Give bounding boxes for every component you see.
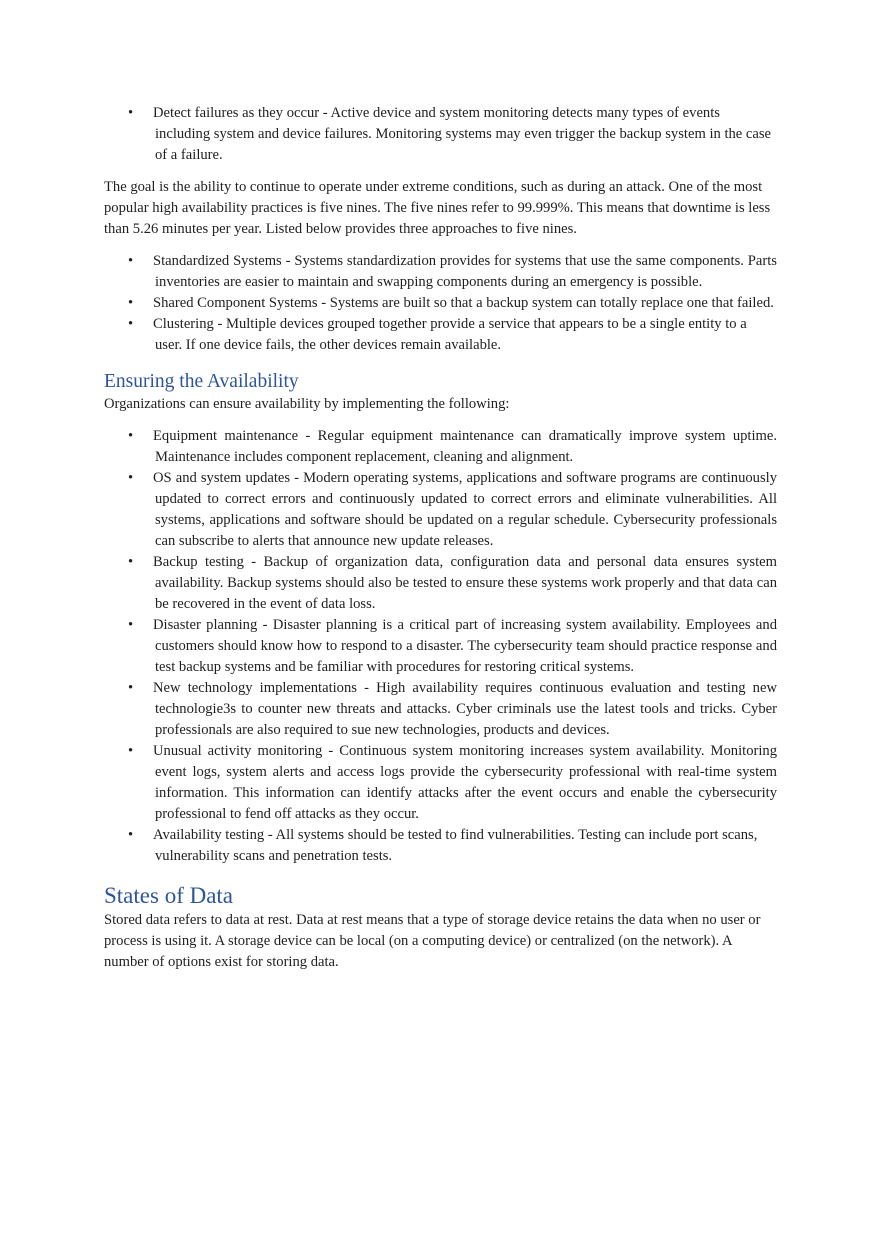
- list-item: • Standardized Systems - Systems standardization provides for systems that use the same components. Parts inventories are easier to maintain and swapping components during an emergency is possible.: [128, 253, 777, 290]
- goal-paragraph: The goal is the ability to continue to operate under extreme conditions, such as during an attack. One of the most popular high availability practices is five nines. The five nines refer to 99.999%. This means that downtime is less than 5.26 minutes per year. Listed below provides three approaches to five nines.: [104, 179, 771, 237]
- bullet-icon: •: [128, 743, 134, 759]
- bullet-icon: •: [128, 617, 134, 633]
- bullet-icon: •: [128, 428, 134, 444]
- availability-intro: Organizations can ensure availability by implementing the following:: [104, 396, 510, 412]
- approach-bullet-list: [104, 251, 777, 356]
- list-item: • Equipment maintenance - Regular equipment maintenance can dramatically improve system uptime. Maintenance includes component replacement, cleaning and alignment.: [128, 428, 777, 465]
- bullet-icon: •: [128, 295, 134, 311]
- list-item: • Availability testing - All systems should be tested to find vulnerabilities. Testing can include port scans, vulnerability scans and penetration tests.: [128, 827, 758, 864]
- bullet-icon: •: [128, 470, 134, 486]
- list-item: • OS and system updates - Modern operating systems, applications and software programs are continuously updated to correct errors and continuously updated to correct errors and eliminate vulnerabilities. All systems, applications and software should be updated on a regular schedule. Cybersecurity professionals can subscribe to alerts that announce new update releases.: [128, 470, 777, 549]
- availability-bullet-list: [104, 426, 777, 867]
- list-item: • Detect failures as they occur - Active device and system monitoring detects many types of events including system and device failures. Monitoring systems may even trigger the backup system in the case of a failure.: [128, 105, 772, 163]
- list-item: • Backup testing - Backup of organization data, configuration data and personal data ensures system availability. Backup systems should also be tested to ensure these systems work properly and that data can be recovered in the event of data loss.: [128, 554, 777, 612]
- bullet-icon: •: [128, 316, 134, 332]
- section-heading-availability: Ensuring the Availability: [104, 371, 299, 392]
- document-page: [104, 103, 777, 973]
- list-item: • Unusual activity monitoring - Continuous system monitoring increases system availability. Monitoring event logs, system alerts and access logs provide the cybersecurity professional with real-time system information. This information can identify attacks after the event occurs and enable the cybersecurity professional to fend off attacks as they occur.: [128, 743, 777, 822]
- list-item: • Disaster planning - Disaster planning is a critical part of increasing system availability. Employees and customers should know how to respond to a disaster. The cybersecurity team should practice response and test backup systems and be familiar with procedures for restoring critical systems.: [128, 617, 777, 675]
- bullet-icon: •: [128, 680, 134, 696]
- bullet-icon: •: [128, 827, 134, 843]
- intro-bullet-list: [104, 103, 777, 166]
- bullet-icon: •: [128, 253, 134, 269]
- states-paragraph: Stored data refers to data at rest. Data at rest means that a type of storage device retains the data when no user or process is using it. A storage device can be local (on a computing device) or centralized (on the network). A number of options exist for storing data.: [104, 912, 761, 970]
- list-item: • Shared Component Systems - Systems are built so that a backup system can totally replace one that failed.: [104, 293, 777, 314]
- bullet-icon: •: [128, 554, 134, 570]
- list-item: • Clustering - Multiple devices grouped together provide a service that appears to be a single entity to a user. If one device fails, the other devices remain available.: [128, 316, 747, 353]
- section-heading-states-of-data: States of Data: [104, 883, 234, 908]
- list-item: • New technology implementations - High availability requires continuous evaluation and testing new technologie3s to counter new threats and attacks. Cyber criminals use the latest tools and tricks. Cyber professionals are also required to sue new technologies, products and devices.: [128, 680, 777, 738]
- bullet-icon: •: [128, 105, 134, 121]
